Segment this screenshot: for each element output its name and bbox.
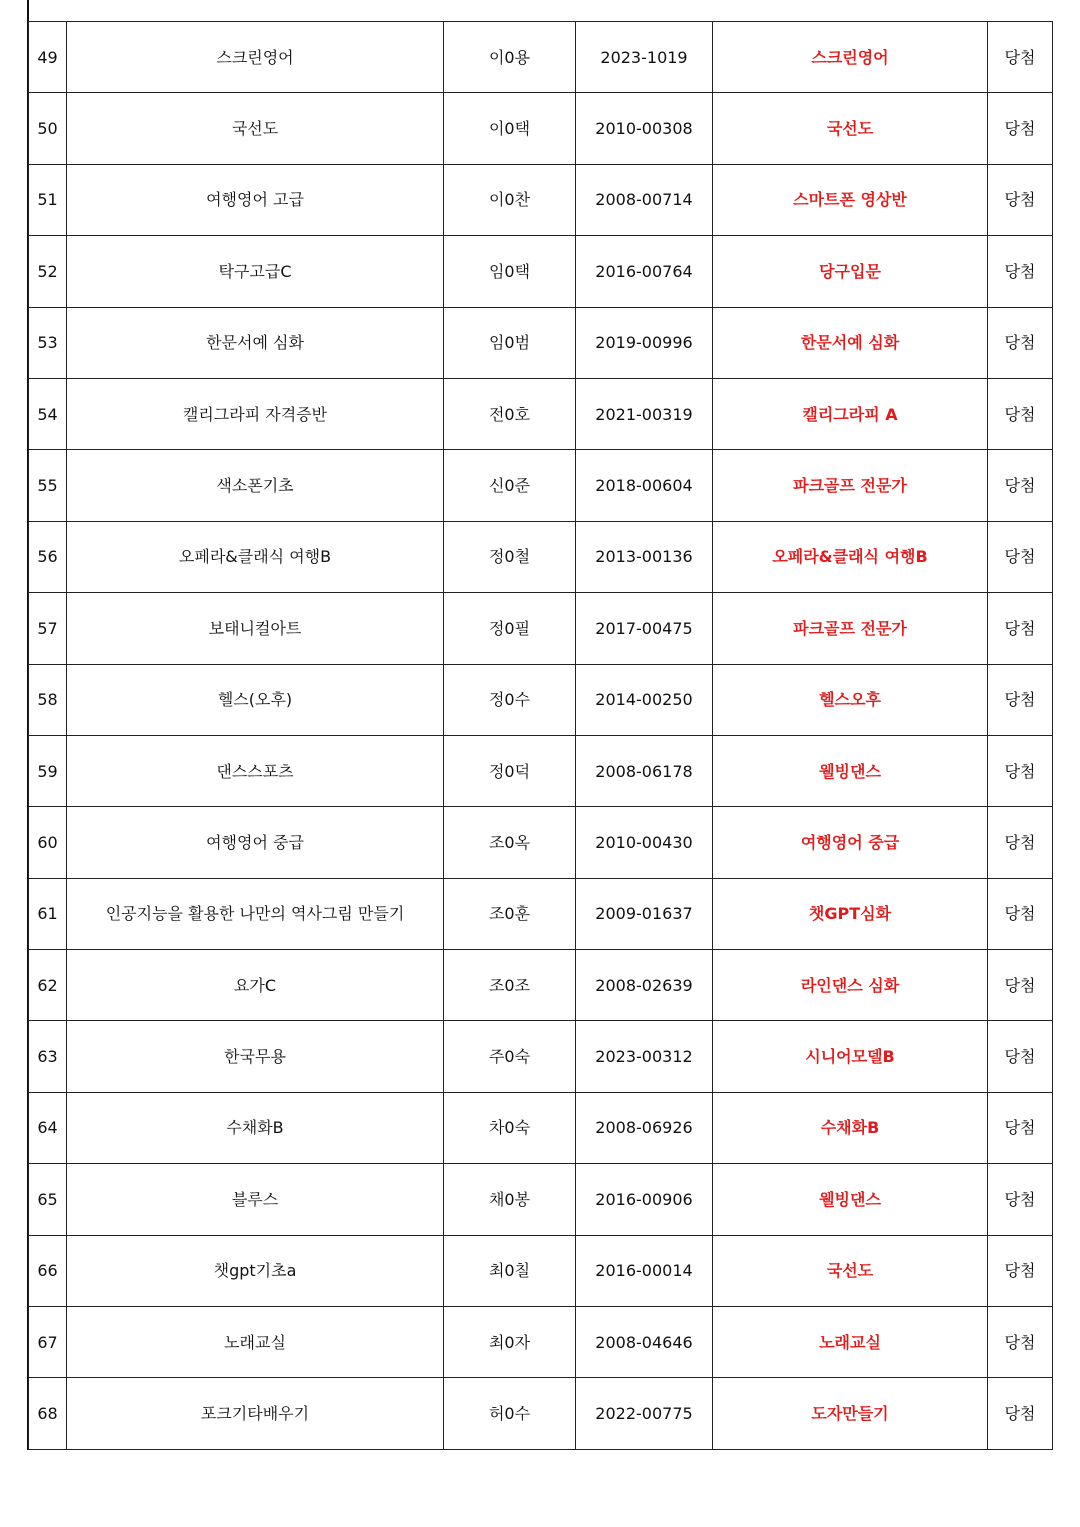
applicant-name-cell: 정0덕 [444,735,576,806]
applicant-name-cell: 임0택 [444,236,576,307]
applied-course-cell: 국선도 [67,93,444,164]
result-status-cell: 당첨 [988,1235,1053,1306]
member-id-cell: 2010-00308 [576,93,713,164]
row-number-cell: 68 [29,1378,67,1449]
result-status-cell: 당첨 [988,664,1053,735]
row-number-cell: 66 [29,1235,67,1306]
applicant-name-cell: 신0준 [444,450,576,521]
row-number-cell: 52 [29,236,67,307]
assigned-course-cell: 파크골프 전문가 [713,593,988,664]
assigned-course-cell: 한문서예 심화 [713,307,988,378]
table-row [29,450,1053,521]
assigned-course-cell: 당구입문 [713,236,988,307]
assigned-course-cell: 헬스오후 [713,664,988,735]
result-status-cell: 당첨 [988,1092,1053,1163]
row-number-cell: 65 [29,1164,67,1235]
table-row [29,378,1053,449]
table-row [29,593,1053,664]
member-id-cell: 2014-00250 [576,664,713,735]
table-row [29,1164,1053,1235]
applied-course-cell: 여행영어 중급 [67,807,444,878]
assigned-course-cell: 국선도 [713,1235,988,1306]
result-status-cell: 당첨 [988,593,1053,664]
table-row [29,236,1053,307]
applicant-name-cell: 주0숙 [444,1021,576,1092]
applicant-name-cell: 정0철 [444,521,576,592]
applicant-name-cell: 차0숙 [444,1092,576,1163]
row-number-cell: 58 [29,664,67,735]
member-id-cell: 2008-04646 [576,1307,713,1378]
row-number-cell: 53 [29,307,67,378]
member-id-cell: 2023-1019 [576,22,713,93]
row-number-cell: 62 [29,950,67,1021]
applied-course-cell: 인공지능을 활용한 나만의 역사그림 만들기 [67,878,444,949]
assigned-course-cell: 국선도 [713,93,988,164]
table-row [29,521,1053,592]
applicant-name-cell: 이0찬 [444,164,576,235]
assigned-course-cell: 캘리그라피 A [713,378,988,449]
applied-course-cell: 요가C [67,950,444,1021]
table-row [29,735,1053,806]
row-number-cell: 59 [29,735,67,806]
table-row [29,93,1053,164]
table-row [29,1021,1053,1092]
applied-course-cell: 챗gpt기초a [67,1235,444,1306]
assigned-course-cell: 여행영어 중급 [713,807,988,878]
member-id-cell: 2018-00604 [576,450,713,521]
applicant-name-cell: 조0옥 [444,807,576,878]
member-id-cell: 2008-06178 [576,735,713,806]
assigned-course-cell: 오페라&클래식 여행B [713,521,988,592]
result-status-cell: 당첨 [988,378,1053,449]
assigned-course-cell: 웰빙댄스 [713,735,988,806]
member-id-cell: 2008-06926 [576,1092,713,1163]
result-status-cell: 당첨 [988,1021,1053,1092]
row-number-cell: 67 [29,1307,67,1378]
applied-course-cell: 수채화B [67,1092,444,1163]
member-id-cell: 2010-00430 [576,807,713,878]
table-row [29,807,1053,878]
applied-course-cell: 포크기타배우기 [67,1378,444,1449]
applicant-name-cell: 조0조 [444,950,576,1021]
applicant-name-cell: 채0봉 [444,1164,576,1235]
member-id-cell: 2021-00319 [576,378,713,449]
lottery-result-table [28,21,1053,1450]
table-row [29,164,1053,235]
member-id-cell: 2008-02639 [576,950,713,1021]
applied-course-cell: 댄스스포츠 [67,735,444,806]
applicant-name-cell: 임0범 [444,307,576,378]
table-body [29,22,1053,1450]
applicant-name-cell: 허0수 [444,1378,576,1449]
applicant-name-cell: 최0자 [444,1307,576,1378]
result-status-cell: 당첨 [988,236,1053,307]
row-number-cell: 55 [29,450,67,521]
applicant-name-cell: 전0호 [444,378,576,449]
applied-course-cell: 블루스 [67,1164,444,1235]
assigned-course-cell: 도자만들기 [713,1378,988,1449]
member-id-cell: 2022-00775 [576,1378,713,1449]
row-number-cell: 64 [29,1092,67,1163]
result-status-cell: 당첨 [988,1378,1053,1449]
result-status-cell: 당첨 [988,1164,1053,1235]
assigned-course-cell: 시니어모델B [713,1021,988,1092]
row-number-cell: 51 [29,164,67,235]
assigned-course-cell: 스마트폰 영상반 [713,164,988,235]
row-number-cell: 56 [29,521,67,592]
result-status-cell: 당첨 [988,93,1053,164]
applicant-name-cell: 정0필 [444,593,576,664]
member-id-cell: 2017-00475 [576,593,713,664]
applied-course-cell: 스크린영어 [67,22,444,93]
row-number-cell: 54 [29,378,67,449]
row-number-cell: 61 [29,878,67,949]
applied-course-cell: 헬스(오후) [67,664,444,735]
applied-course-cell: 한국무용 [67,1021,444,1092]
row-number-cell: 57 [29,593,67,664]
applicant-name-cell: 정0수 [444,664,576,735]
assigned-course-cell: 수채화B [713,1092,988,1163]
result-status-cell: 당첨 [988,307,1053,378]
result-status-cell: 당첨 [988,164,1053,235]
table-row [29,1235,1053,1306]
result-status-cell: 당첨 [988,22,1053,93]
applicant-name-cell: 조0훈 [444,878,576,949]
member-id-cell: 2009-01637 [576,878,713,949]
applicant-name-cell: 최0칠 [444,1235,576,1306]
member-id-cell: 2016-00764 [576,236,713,307]
member-id-cell: 2016-00906 [576,1164,713,1235]
table-row [29,1092,1053,1163]
table-row [29,878,1053,949]
member-id-cell: 2008-00714 [576,164,713,235]
table-row [29,1378,1053,1449]
applied-course-cell: 색소폰기초 [67,450,444,521]
assigned-course-cell: 파크골프 전문가 [713,450,988,521]
assigned-course-cell: 웰빙댄스 [713,1164,988,1235]
assigned-course-cell: 스크린영어 [713,22,988,93]
member-id-cell: 2016-00014 [576,1235,713,1306]
table-row [29,22,1053,93]
result-status-cell: 당첨 [988,950,1053,1021]
row-number-cell: 50 [29,93,67,164]
table-row [29,307,1053,378]
assigned-course-cell: 노래교실 [713,1307,988,1378]
result-status-cell: 당첨 [988,807,1053,878]
result-status-cell: 당첨 [988,735,1053,806]
member-id-cell: 2019-00996 [576,307,713,378]
table-row [29,1307,1053,1378]
assigned-course-cell: 챗GPT심화 [713,878,988,949]
applied-course-cell: 한문서예 심화 [67,307,444,378]
assigned-course-cell: 라인댄스 심화 [713,950,988,1021]
applied-course-cell: 탁구고급C [67,236,444,307]
applicant-name-cell: 이0용 [444,22,576,93]
applied-course-cell: 캘리그라피 자격증반 [67,378,444,449]
applied-course-cell: 노래교실 [67,1307,444,1378]
result-status-cell: 당첨 [988,521,1053,592]
applied-course-cell: 오페라&클래식 여행B [67,521,444,592]
table-row [29,664,1053,735]
table-row [29,950,1053,1021]
applied-course-cell: 여행영어 고급 [67,164,444,235]
result-status-cell: 당첨 [988,1307,1053,1378]
row-number-cell: 60 [29,807,67,878]
member-id-cell: 2013-00136 [576,521,713,592]
result-status-cell: 당첨 [988,450,1053,521]
row-number-cell: 49 [29,22,67,93]
applied-course-cell: 보태니컬아트 [67,593,444,664]
result-status-cell: 당첨 [988,878,1053,949]
applicant-name-cell: 이0택 [444,93,576,164]
member-id-cell: 2023-00312 [576,1021,713,1092]
row-number-cell: 63 [29,1021,67,1092]
